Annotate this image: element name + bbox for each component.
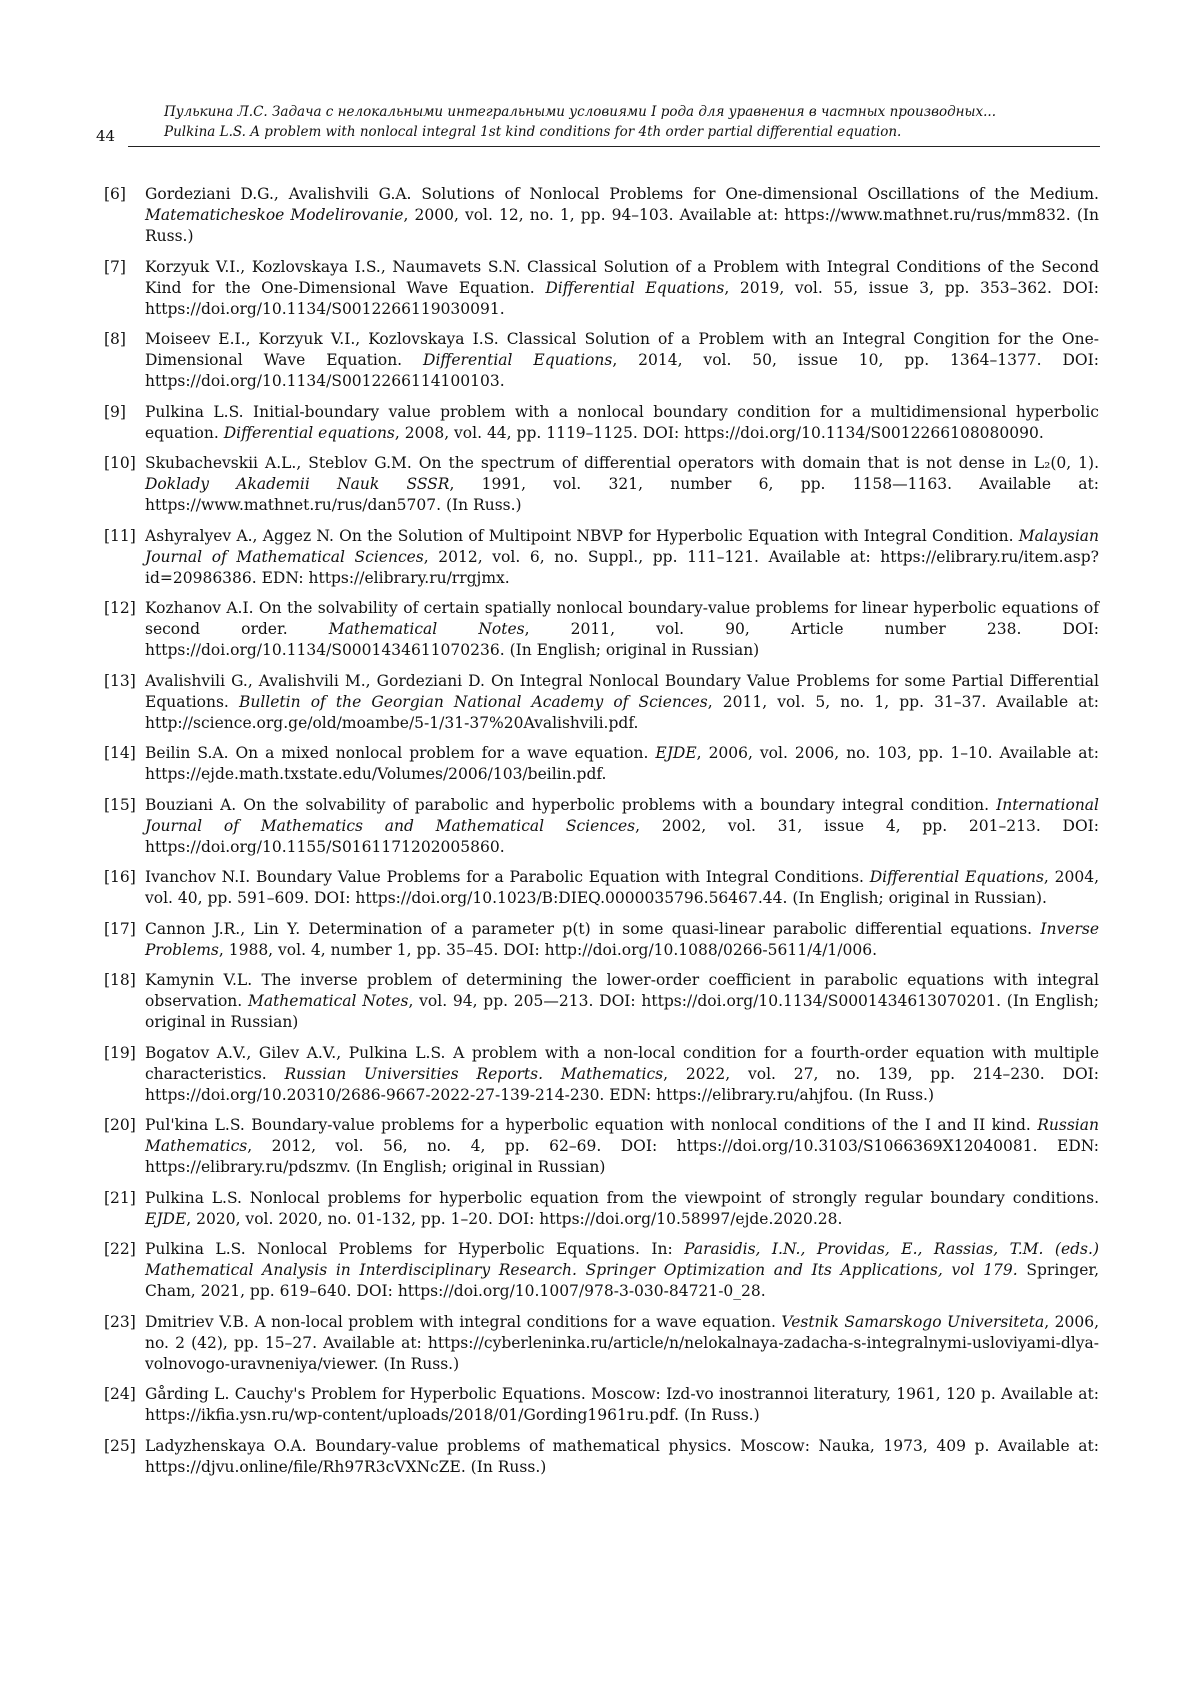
- reference-text: [145, 919, 1099, 961]
- reference-source: Bulletin of the Georgian National Academy of Sciences: [238, 692, 708, 711]
- reference-source: EJDE: [655, 744, 697, 762]
- reference-source: Matematicheskoe Modelirovanie: [145, 206, 404, 224]
- header-titles: [96, 102, 1100, 142]
- reference-text: [145, 1043, 1099, 1106]
- reference-text: [145, 867, 1099, 909]
- reference-source: Differential Equations: [869, 868, 1044, 886]
- reference-text: [145, 1436, 1099, 1478]
- reference-item: [104, 671, 1099, 734]
- reference-number: [11]: [104, 526, 136, 545]
- reference-text: [145, 402, 1099, 444]
- reference-number: [13]: [104, 671, 136, 690]
- reference-text: [145, 1312, 1099, 1375]
- reference-authors-title: Bogatov A.V., Gilev A.V., Pulkina L.S. A problem with a non-local condition for a fourth-order equation with multiple characteristics.: [145, 1043, 1099, 1083]
- reference-item: [104, 1239, 1099, 1302]
- reference-source: Doklady Akademii Nauk SSSR: [145, 475, 450, 493]
- reference-text: [145, 184, 1099, 247]
- reference-number: [25]: [104, 1436, 136, 1455]
- reference-source: Malaysian Journal of Mathematical Sciences: [145, 526, 1099, 566]
- reference-details: , 2004, vol. 40, pp. 591–609. DOI: https://doi.org/10.1023/B:DIEQ.0000035796.56467.44. (In English; original in Russian).: [145, 868, 1099, 907]
- reference-item: [104, 402, 1099, 444]
- reference-details: , 2012, vol. 6, no. Suppl., pp. 111–121. Available at: https://elibrary.ru/item.asp?id=20986386. EDN: https://elibrary.ru/rrgjmx.: [145, 547, 1099, 587]
- reference-item: [104, 1436, 1099, 1478]
- reference-authors-title: Cannon J.R., Lin Y. Determination of a parameter p(t) in some quasi-linear parabolic differential equations.: [145, 919, 1041, 938]
- reference-authors-title: Ashyralyev A., Aggez N. On the Solution of Multipoint NBVP for Hyperbolic Equation with Integral Condition.: [145, 526, 1019, 545]
- reference-item: [104, 453, 1099, 516]
- reference-item: [104, 919, 1099, 961]
- reference-authors-title: Dmitriev V.B. A non-local problem with integral conditions for a wave equation.: [145, 1312, 782, 1331]
- reference-authors-title: Kozhanov A.I. On the solvability of certain spatially nonlocal boundary-value problems for linear hyperbolic equations of second order.: [145, 599, 1099, 638]
- reference-item: [104, 867, 1099, 909]
- reference-number: [18]: [104, 971, 136, 989]
- reference-text: [145, 1188, 1099, 1230]
- reference-number: [20]: [104, 1116, 136, 1134]
- reference-source: Russian Universities Reports. Mathematics: [284, 1064, 664, 1083]
- reference-item: [104, 1312, 1099, 1375]
- reference-list: [104, 184, 1099, 1487]
- reference-number: [10]: [104, 454, 136, 472]
- reference-details: , 2012, vol. 56, no. 4, pp. 62–69. DOI: https://doi.org/10.3103/S1066369X12040081. EDN: https://elibrary.ru/pdszmv. (In English; original in Russian): [145, 1137, 1099, 1176]
- reference-details: , 1991, vol. 321, number 6, pp. 1158—1163. Available at: https://www.mathnet.ru/rus/dan5707. (In Russ.): [145, 475, 1099, 514]
- reference-details: , 2006, no. 2 (42), pp. 15–27. Available at: https://cyberleninka.ru/article/n/nelokalnaya-zadacha-s-integralnymi-usloviyami-dlya-volnovogo-uravneniya/viewer. (In Russ.): [145, 1312, 1100, 1373]
- reference-number: [24]: [104, 1385, 136, 1403]
- reference-authors-title: Moiseev E.I., Korzyuk V.I., Kozlovskaya I.S. Classical Solution of a Problem with an Integral Congition for the One-Dimensional Wave Equation.: [145, 330, 1099, 369]
- reference-number: [21]: [104, 1188, 136, 1207]
- reference-item: [104, 743, 1099, 785]
- reference-number: [8]: [104, 330, 126, 348]
- reference-item: [104, 970, 1099, 1033]
- reference-number: [6]: [104, 185, 126, 203]
- reference-authors-title: Korzyuk V.I., Kozlovskaya I.S., Naumavets S.N. Classical Solution of a Problem with Integral Conditions of the Second Kind for the One-Dimensional Wave Equation.: [145, 257, 1099, 297]
- reference-authors-title: Kamynin V.L. The inverse problem of determining the lower-order coefficient in parabolic equations with integral observation.: [145, 971, 1099, 1010]
- reference-item: [104, 1115, 1099, 1178]
- reference-details: , vol. 94, pp. 205—213. DOI: https://doi.org/10.1134/S0001434613070201. (In English; original in Russian): [145, 992, 1099, 1031]
- reference-text: [145, 671, 1099, 734]
- header-title-en: Pulkina L.S. A problem with nonlocal integral 1st kind conditions for 4th order partial differential equation.: [164, 124, 902, 140]
- reference-authors-title: Ladyzhenskaya O.A. Boundary-value problems of mathematical physics. Moscow: Nauka, 1973, 409 p. Available at: https://djvu.online/file/Rh97R3cVXNcZE. (In Russ.): [145, 1436, 1099, 1476]
- reference-text: [145, 526, 1099, 589]
- reference-number: [12]: [104, 599, 136, 617]
- reference-item: [104, 184, 1099, 247]
- reference-authors-title: Pul'kina L.S. Boundary-value problems for a hyperbolic equation with nonlocal conditions of the I and II kind.: [145, 1116, 1038, 1134]
- reference-details: , 2006, vol. 2006, no. 103, pp. 1–10. Available at: https://ejde.math.txstate.edu/Volumes/2006/103/beilin.pdf.: [145, 744, 1100, 783]
- reference-item: [104, 526, 1099, 589]
- reference-details: , 2011, vol. 5, no. 1, pp. 31–37. Available at: http://science.org.ge/old/moambe/5-1/31-37%20Avalishvili.pdf.: [145, 692, 1099, 732]
- header-rule: [128, 146, 1100, 147]
- reference-text: [145, 970, 1099, 1033]
- reference-source: Vestnik Samarskogo Universiteta: [781, 1312, 1045, 1331]
- reference-details: , 2019, vol. 55, issue 3, pp. 353–362. DOI: https://doi.org/10.1134/S0012266119030091.: [145, 278, 1099, 318]
- reference-source: EJDE: [145, 1209, 187, 1228]
- reference-number: [22]: [104, 1240, 136, 1258]
- reference-authors-title: Skubachevskii A.L., Steblov G.M. On the spectrum of differential operators with domain that is not dense in L₂(0, 1).: [145, 454, 1099, 472]
- reference-item: [104, 1043, 1099, 1106]
- reference-item: [104, 1188, 1099, 1230]
- reference-details: , 2014, vol. 50, issue 10, pp. 1364–1377. DOI: https://doi.org/10.1134/S0012266114100103.: [145, 351, 1099, 390]
- reference-authors-title: Pulkina L.S. Nonlocal problems for hyperbolic equation from the viewpoint of strongly regular boundary conditions.: [145, 1188, 1099, 1207]
- reference-authors-title: Avalishvili G., Avalishvili M., Gordeziani D. On Integral Nonlocal Boundary Value Problems for some Partial Differential Equations.: [145, 671, 1099, 711]
- reference-item: [104, 257, 1099, 320]
- reference-number: [7]: [104, 257, 126, 276]
- reference-number: [17]: [104, 919, 136, 938]
- reference-number: [19]: [104, 1043, 136, 1062]
- reference-details: , 2011, vol. 90, Article number 238. DOI: https://doi.org/10.1134/S0001434611070236. (In English; original in Russian): [145, 620, 1100, 659]
- reference-details: , 2000, vol. 12, no. 1, pp. 94–103. Available at: https://www.mathnet.ru/rus/mm832. (In Russ.): [145, 206, 1099, 245]
- reference-source: International Journal of Mathematics and Mathematical Sciences: [145, 795, 1099, 835]
- reference-source: Mathematical Notes: [328, 620, 525, 638]
- reference-text: [145, 598, 1099, 661]
- reference-text: [145, 1115, 1099, 1178]
- reference-text: [145, 1239, 1099, 1302]
- reference-source: Differential Equations: [545, 278, 725, 297]
- reference-item: [104, 598, 1099, 661]
- reference-source: Mathematical Notes: [247, 992, 409, 1010]
- reference-details: , 2020, vol. 2020, no. 01-132, pp. 1–20. DOI: https://doi.org/10.58997/ejde.2020.28.: [186, 1209, 843, 1228]
- reference-details: Springer, Cham, 2021, pp. 619–640. DOI: https://doi.org/10.1007/978-3-030-84721-0_28.: [145, 1261, 1100, 1300]
- reference-number: [16]: [104, 868, 136, 886]
- reference-authors-title: Pulkina L.S. Nonlocal Problems for Hyperbolic Equations. In:: [145, 1240, 685, 1258]
- reference-details: , 2022, vol. 27, no. 139, pp. 214–230. DOI: https://doi.org/10.20310/2686-9667-2022-27-139-214-230. EDN: https://elibrary.ru/ahjfou. (In Russ.): [145, 1064, 1100, 1104]
- page-number: 44: [96, 127, 116, 145]
- reference-source: Russian Mathematics: [145, 1116, 1099, 1155]
- reference-text: [145, 1384, 1099, 1426]
- reference-number: [23]: [104, 1312, 136, 1331]
- reference-authors-title: Beilin S.A. On a mixed nonlocal problem for a wave equation.: [145, 744, 656, 762]
- reference-text: [145, 743, 1099, 785]
- reference-details: , 2002, vol. 31, issue 4, pp. 201–213. DOI: https://doi.org/10.1155/S0161171202005860.: [145, 816, 1099, 856]
- reference-authors-title: Gordeziani D.G., Avalishvili G.A. Solutions of Nonlocal Problems for One-dimensional Oscillations of the Medium.: [145, 185, 1099, 203]
- reference-text: [145, 453, 1099, 516]
- reference-source: Parasidis, I.N., Providas, E., Rassias, T.M. (eds.) Mathematical Analysis in Interdisciplinary Research. Springer Optimization and Its Applications, vol 179.: [145, 1240, 1099, 1279]
- reference-authors-title: Ivanchov N.I. Boundary Value Problems for a Parabolic Equation with Integral Conditions.: [145, 868, 870, 886]
- reference-item: [104, 1384, 1099, 1426]
- reference-source: Inverse Problems: [145, 919, 1099, 959]
- reference-number: [14]: [104, 744, 136, 762]
- reference-item: [104, 329, 1099, 392]
- header-title-ru: Пулькина Л.С. Задача с нелокальными интегральными условиями I рода для уравнения в частных производных...: [164, 104, 997, 120]
- reference-source: Differential Equations: [423, 351, 613, 369]
- reference-details: , 1988, vol. 4, number 1, pp. 35–45. DOI: http://doi.org/10.1088/0266-5611/4/1/006.: [218, 940, 878, 959]
- reference-item: [104, 795, 1099, 858]
- reference-number: [15]: [104, 795, 136, 814]
- reference-authors-title: Gårding L. Cauchy's Problem for Hyperbolic Equations. Moscow: Izd-vo inostrannoi literatury, 1961, 120 p. Available at: https://ikfia.ysn.ru/wp-content/uploads/2018/01/Gording1961ru.pdf. (In Russ.): [145, 1385, 1099, 1424]
- reference-text: [145, 257, 1099, 320]
- reference-text: [145, 329, 1099, 392]
- reference-text: [145, 795, 1099, 858]
- running-header: [96, 102, 1100, 145]
- reference-authors-title: Bouziani A. On the solvability of parabolic and hyperbolic problems with a boundary integral condition.: [145, 795, 997, 814]
- reference-details: , 2008, vol. 44, pp. 1119–1125. DOI: https://doi.org/10.1134/S0012266108080090.: [394, 423, 1044, 442]
- reference-number: [9]: [104, 402, 126, 421]
- reference-authors-title: Pulkina L.S. Initial-boundary value problem with a nonlocal boundary condition for a multidimensional hyperbolic equation.: [145, 402, 1099, 442]
- reference-source: Differential equations: [223, 423, 395, 442]
